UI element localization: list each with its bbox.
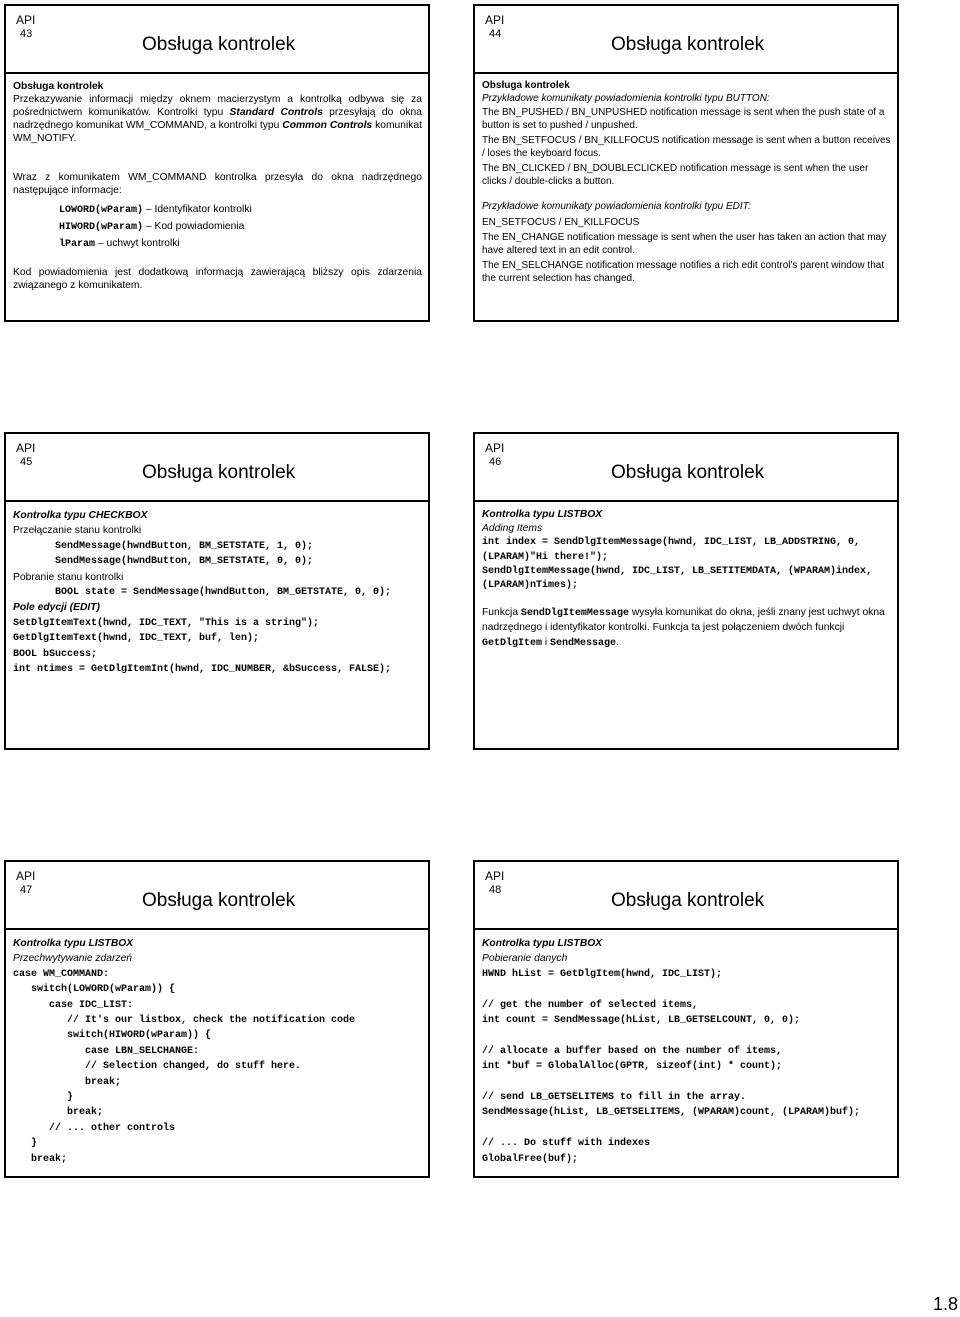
slide-api-label: API [485,869,505,883]
slide-46 [473,432,899,750]
code-line: GlobalFree(buf); [482,1153,579,1165]
slide-header [6,434,428,502]
code-line: } [13,1138,38,1150]
slide-47 [4,860,430,1178]
slide-43 [4,4,430,322]
code-line: // Selection changed, do stuff here. [13,1061,302,1073]
text: przesyłają do okna nadrzędnego komunikat WM_COMMAND, a kontrolki typu [13,107,422,131]
slide-body [482,936,891,1167]
edit-subheading: Przykładowe komunikaty powiadomienia kontrolki typu EDIT: [482,201,751,212]
code-line: // ... other controls [13,1122,176,1134]
slide-header [6,862,428,930]
desc: – Kod powiadomienia [143,221,245,232]
code-line: int index = SendDlgItemMessage(hwnd, IDC_LIST, LB_ADDSTRING, 0, [482,537,861,549]
slide-body [13,936,422,1167]
slide-number: 46 [489,456,502,468]
code-line: BOOL bSuccess; [13,648,98,660]
slide-api-label: API [485,13,505,27]
slide-number: 44 [489,28,502,40]
code-lparam: lParam [59,239,96,250]
code-line: // send LB_GETSELITEMS to fill in the array. [482,1092,747,1104]
code-line: int count = SendMessage(hList, LB_GETSELCOUNT, 0, 0); [482,1015,801,1027]
code-line: // ... Do stuff with indexes [482,1138,651,1150]
edit-field-heading: Pole edycji (EDIT) [13,602,100,614]
slide-title: Obsługa kontrolek [142,34,296,55]
events-subheading: Przechwytywanie zdarzeń [13,953,133,965]
text: i [542,636,551,648]
code-line: int *buf = GlobalAlloc(GPTR, sizeof(int) * count); [482,1061,783,1073]
en-change-text: The EN_CHANGE notification message is sent when the user has taken an action that may have altered text in an edit control. [482,232,887,256]
code-senddlgitemmessage: SendDlgItemMessage [520,608,629,620]
code-line: (LPARAM)nTimes); [482,580,579,592]
code-line: case LBN_SELCHANGE: [13,1045,200,1057]
code-line: SendMessage(hwndButton, BM_SETSTATE, 0, 0); [55,556,314,568]
slide-api-label: API [16,441,36,455]
paragraph-wm-command: Wraz z komunikatem WM_COMMAND kontrolka przesyła do okna nadrzędnego następujące informacje: [13,172,422,196]
slide-api-label: API [16,869,36,883]
code-line: SendMessage(hList, LB_GETSELITEMS, (WPARAM)count, (LPARAM)buf); [482,1107,861,1119]
slide-44 [473,4,899,322]
slide-body [13,80,422,292]
code-line: (LPARAM)"Hi there!"); [482,551,609,563]
button-subheading: Przykładowe komunikaty powiadomienia kontrolki typu BUTTON: [482,92,770,104]
slide-title: Obsługa kontrolek [611,890,765,911]
bn-pushed-text: The BN_PUSHED / BN_UNPUSHED notification message is sent when the push state of a button is set to pushed / unpushed. [482,107,885,131]
slide-number: 43 [20,28,33,40]
slide-header [475,434,897,502]
slide-heading: Kontrolka typu CHECKBOX [13,510,148,521]
text-common-controls: Common Controls [282,120,373,131]
code-line: // It's our listbox, check the notification code [13,1015,356,1027]
slide-title: Obsługa kontrolek [611,34,765,55]
code-hiword: HIWORD(wParam) [59,222,144,233]
retrieve-data-subheading: Pobieranie danych [482,953,568,965]
slide-body [13,508,422,677]
slide-heading: Kontrolka typu LISTBOX [482,509,603,520]
slide-header [475,862,897,930]
slide-api-label: API [485,441,505,455]
code-line: switch(HIWORD(wParam)) { [13,1030,212,1042]
code-line [482,1028,891,1043]
slide-48 [473,860,899,1178]
slide-body [482,80,891,285]
paragraph-controls [13,93,422,145]
slide-45 [4,432,430,750]
code-line: SendMessage(hwndButton, BM_SETSTATE, 1, 0); [55,540,314,552]
slide-heading: Kontrolka typu LISTBOX [13,938,134,949]
code-line: switch(LOWORD(wParam)) { [13,984,176,996]
code-line: } [13,1092,74,1104]
desc: – Identyfikator kontrolki [143,204,252,215]
text-standard-controls: Standard Controls [229,107,323,118]
slide-title: Obsługa kontrolek [611,462,765,483]
code-line: SendDlgItemMessage(hwnd, IDC_LIST, LB_SETITEMDATA, (WPARAM)index, [482,565,873,577]
get-state-label: Pobranie stanu kontrolki [13,571,124,583]
slide-number: 48 [489,884,502,896]
adding-items-subheading: Adding Items [482,523,543,535]
code-line: BOOL state = SendMessage(hwndButton, BM_GETSTATE, 0, 0); [55,587,392,599]
code-line: // get the number of selected items, [482,999,699,1011]
paragraph-senddlgitemmessage [482,606,891,651]
bn-setfocus-text: The BN_SETFOCUS / BN_KILLFOCUS notification message is sent when a button receives / loses the keyboard focus. [482,135,891,159]
bn-clicked-text: The BN_CLICKED / BN_DOUBLECLICKED notification message is sent when the user clicks / double-clicks a button. [482,163,869,187]
code-line: break; [13,1076,122,1088]
slide-heading: Kontrolka typu LISTBOX [482,938,603,949]
code-line: // allocate a buffer based on the number of items, [482,1045,783,1057]
slide-header [6,6,428,74]
text: . [616,636,619,648]
en-setfocus-text: EN_SETFOCUS / EN_KILLFOCUS [482,216,640,228]
info-list [13,202,422,253]
code-getdlgitem: GetDlgItem [482,637,543,649]
code-line: HWND hList = GetDlgItem(hwnd, IDC_LIST); [482,968,723,980]
page-number: 1.8 [932,1294,958,1314]
code-loword: LOWORD(wParam) [59,205,144,216]
slide-body [482,508,891,651]
code-line [482,1075,891,1090]
code-line: break; [13,1153,68,1165]
slide-title: Obsługa kontrolek [142,890,296,911]
code-line: case WM_COMMAND: [13,968,110,980]
slide-heading: Obsługa kontrolek [13,81,104,92]
slide-header [475,6,897,74]
slide-number: 47 [20,884,33,896]
code-sendmessage: SendMessage [550,637,617,649]
slide-heading: Obsługa kontrolek [482,80,570,91]
code-line: SetDlgItemText(hwnd, IDC_TEXT, "This is a string"); [13,617,320,629]
code-line: case IDC_LIST: [13,999,134,1011]
paragraph-notification-code: Kod powiadomienia jest dodatkową informacją zawierającą bliższy opis zdarzenia związanego z komunikatem. [13,267,422,291]
text: wysyła komunikat do okna, jeśli znany jest uchwyt okna nadrzędnego i identyfikator kontrolki. Funkcja ta jest połączeniem dwóch funkcji [482,607,885,634]
text: Funkcja [482,607,521,619]
code-line [482,1121,891,1136]
code-line: int ntimes = GetDlgItemInt(hwnd, IDC_NUMBER, &bSuccess, FALSE); [13,664,392,676]
desc: – uchwyt kontrolki [95,238,180,249]
text: komunikat WM_NOTIFY. [13,120,422,144]
text: Przekazywanie informacji między oknem macierzystym a kontrolką odbywa się za pośrednictwem komunikatów. Kontrolki typu [13,94,422,118]
slide-number: 45 [20,456,33,468]
code-line: break; [13,1107,104,1119]
slide-api-label: API [16,13,36,27]
code-line [482,982,891,997]
toggle-label: Przełączanie stanu kontrolki [13,525,142,537]
en-selchange-text: The EN_SELCHANGE notification message notifies a rich edit control's parent window that the current selection has changed. [482,260,885,284]
code-line: GetDlgItemText(hwnd, IDC_TEXT, buf, len); [13,633,260,645]
slide-title: Obsługa kontrolek [142,462,296,483]
